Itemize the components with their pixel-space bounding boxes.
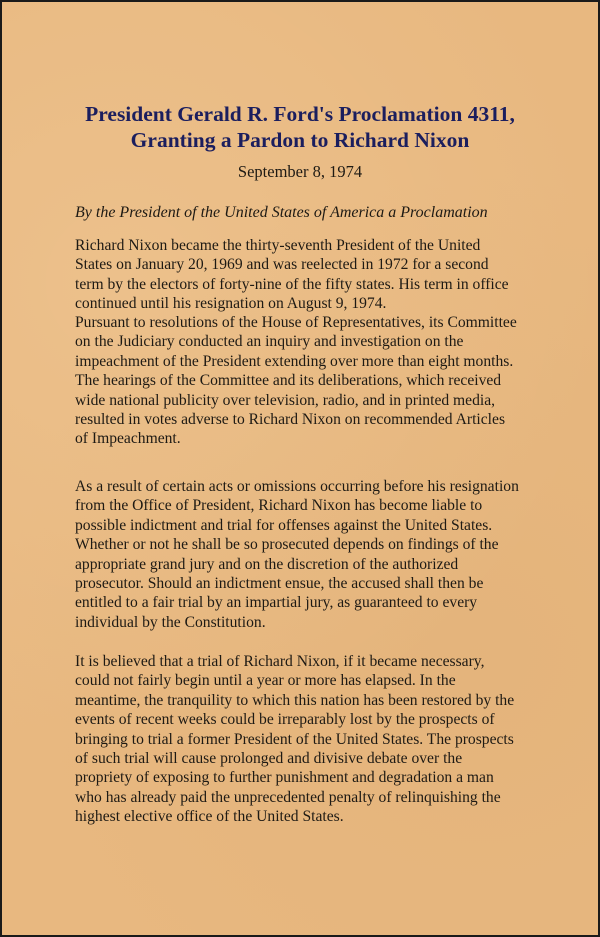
text-line: The hearings of the Committee and its deliberations, which received: [75, 372, 502, 390]
text-line: appropriate grand jury and on the discretion of the authorized: [75, 555, 459, 573]
text-line: propriety of exposing to further punishment and degradation a man: [75, 769, 494, 787]
text-line: wide national publicity over television, radio, and in printed media,: [75, 391, 496, 409]
paragraph-3: [75, 477, 575, 632]
text-line: Richard Nixon became the thirty-seventh President of the United: [75, 237, 481, 254]
text-line: who has already paid the unprecedented penalty of relinquishing the: [75, 788, 501, 806]
text-line: meantime, the tranquility to which this nation has been restored by the: [75, 691, 515, 709]
text-line: As a result of certain acts or omissions occurring before his resignation: [75, 478, 519, 495]
text-line: possible indictment and trial for offenses against the United States.: [75, 516, 493, 534]
title-line-1: President Gerald R. Ford's Proclamation 4311,: [85, 102, 515, 126]
paragraph-1: [75, 236, 575, 314]
text-line: Pursuant to resolutions of the House of Representatives, its Committee: [75, 314, 517, 331]
text-line: could not fairly begin until a year or more has elapsed. In the: [75, 672, 456, 690]
document-page: [2, 2, 598, 935]
preamble: By the President of the United States of America a Proclamation: [75, 204, 488, 221]
text-line: impeachment of the President extending over more than eight months.: [75, 352, 514, 370]
text-line: resulted in votes adverse to Richard Nixon on recommended Articles: [75, 411, 506, 429]
text-line: individual by the Constitution.: [75, 613, 266, 631]
text-line: bringing to trial a former President of the United States. The prospects: [75, 730, 514, 748]
text-line: of such trial will cause prolonged and divisive debate over the: [75, 750, 463, 768]
text-line: of Impeachment.: [75, 430, 181, 448]
text-line: States on January 20, 1969 and was reelected in 1972 for a second: [75, 256, 489, 274]
paragraph-4: [75, 652, 575, 827]
text-line: Whether or not he shall be so prosecuted depends on findings of the: [75, 536, 499, 554]
document-date: September 8, 1974: [237, 162, 363, 181]
paragraph-2: [75, 313, 575, 449]
document-title: [2, 101, 598, 153]
text-line: highest elective office of the United States.: [75, 808, 344, 826]
text-line: events of recent weeks could be irreparably lost by the prospects of: [75, 711, 495, 729]
text-line: It is believed that a trial of Richard Nixon, if it became necessary,: [75, 653, 485, 670]
text-line: on the Judiciary conducted an inquiry and investigation on the: [75, 333, 464, 351]
text-line: continued until his resignation on August 9, 1974.: [75, 295, 387, 313]
title-line-2: Granting a Pardon to Richard Nixon: [130, 128, 470, 152]
text-line: prosecutor. Should an indictment ensue, the accused shall then be: [75, 575, 484, 593]
text-line: entitled to a fair trial by an impartial jury, as guaranteed to every: [75, 594, 478, 612]
text-line: term by the electors of forty-nine of the fifty states. His term in office: [75, 275, 509, 293]
text-line: from the Office of President, Richard Nixon has become liable to: [75, 497, 483, 515]
